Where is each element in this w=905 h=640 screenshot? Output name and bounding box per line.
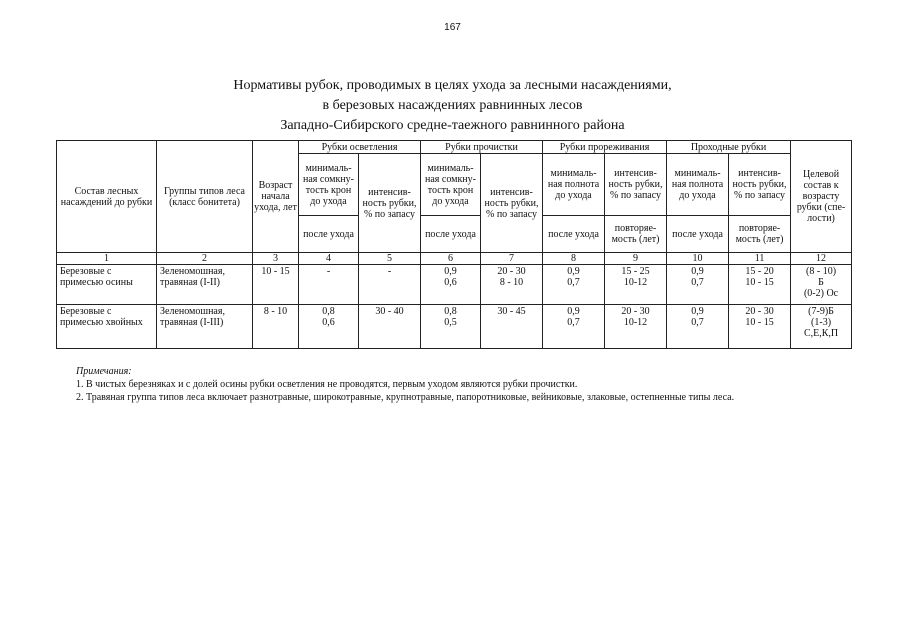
- header-group-prochistka: Рубки прочистки: [421, 141, 543, 154]
- page-number: 167: [444, 22, 461, 33]
- cell-line: С,Е,К,П: [803, 328, 839, 339]
- cell-line: 0,7: [567, 317, 580, 328]
- cell-line: 20 - 30: [745, 306, 774, 317]
- cell-line: 0,8: [444, 306, 457, 317]
- cell-value: 30 - 40: [359, 305, 421, 349]
- column-number: 10: [667, 253, 729, 265]
- cell-value: [729, 305, 791, 349]
- cell-value: [667, 265, 729, 305]
- header-forest-types: Группы типов леса (класс бонитета): [157, 141, 253, 253]
- header-repeatability: повторяе-мость (лет): [729, 216, 791, 253]
- column-number: 3: [253, 253, 299, 265]
- header-intensity: интенсив-ность рубки, % по запасу: [359, 154, 421, 253]
- cell-line: 10-12: [623, 317, 648, 328]
- cell-composition: Березовые с примесью хвойных: [57, 305, 157, 349]
- header-after-care: после ухода: [421, 216, 481, 253]
- cell-line: 0,7: [691, 277, 704, 288]
- note-item: 2. Травяная группа типов леса включает разнотравные, широкотравные, крупнотравные, папоротниковые, вейниковые, злаковые, остепненные типы леса.: [76, 392, 735, 403]
- cell-value: [421, 265, 481, 305]
- column-number: 8: [543, 253, 605, 265]
- standards-table: [56, 140, 852, 349]
- column-number: 9: [605, 253, 667, 265]
- header-min-density: минималь-ная полнота до ухода: [543, 154, 605, 216]
- title-line-3: Западно-Сибирского средне-таежного равнинного района: [280, 118, 625, 133]
- header-intensity: интенсив-ность рубки, % по запасу: [605, 154, 667, 216]
- cell-start-age: 10 - 15: [253, 265, 299, 305]
- column-number: 6: [421, 253, 481, 265]
- column-number: 5: [359, 253, 421, 265]
- cell-line: 0,9: [567, 266, 580, 277]
- header-intensity: интенсив-ность рубки, % по запасу: [481, 154, 543, 253]
- header-target-composition: Целевой состав к возрасту рубки (спе-лости): [791, 141, 852, 253]
- cell-line: 15 - 20: [745, 266, 774, 277]
- cell-line: (0-2) Ос: [803, 288, 839, 299]
- notes-heading: Примечания:: [76, 366, 132, 377]
- cell-value: -: [359, 265, 421, 305]
- header-min-closure: минималь-ная сомкну-тость крон до ухода: [299, 154, 359, 216]
- cell-value: [605, 305, 667, 349]
- cell-line: 0,5: [444, 317, 457, 328]
- header-group-osvetlenie: Рубки осветления: [299, 141, 421, 154]
- header-group-prorezhivanie: Рубки прореживания: [543, 141, 667, 154]
- column-number: 7: [481, 253, 543, 265]
- cell-line: 0,9: [444, 266, 457, 277]
- cell-value: [543, 305, 605, 349]
- cell-forest-types: Зеленомошная, травяная (I-II): [157, 265, 253, 305]
- notes-section: [56, 365, 851, 404]
- cell-target: [791, 305, 852, 349]
- cell-line: 0,6: [322, 317, 335, 328]
- cell-value: [667, 305, 729, 349]
- cell-value: [729, 265, 791, 305]
- cell-value: [605, 265, 667, 305]
- cell-line: 10 - 15: [745, 317, 774, 328]
- cell-value: [481, 265, 543, 305]
- cell-line: 8 - 10: [499, 277, 524, 288]
- header-group-prohodnye: Проходные рубки: [667, 141, 791, 154]
- table-row: [57, 265, 852, 305]
- header-after-care: после ухода: [543, 216, 605, 253]
- header-min-density: минималь-ная полнота до ухода: [667, 154, 729, 216]
- cell-forest-types: Зеленомошная, травяная (I-III): [157, 305, 253, 349]
- cell-line: 0,9: [691, 266, 704, 277]
- cell-line: 0,8: [322, 306, 335, 317]
- header-start-age: Возраст начала ухода, лет: [253, 141, 299, 253]
- cell-line: 15 - 25: [621, 266, 650, 277]
- cell-line: 0,9: [567, 306, 580, 317]
- header-repeatability: повторяе-мость (лет): [605, 216, 667, 253]
- column-numbers-row: [57, 253, 852, 265]
- cell-line: Б: [818, 277, 824, 288]
- cell-value: [299, 305, 359, 349]
- column-number: 11: [729, 253, 791, 265]
- cell-line: 20 - 30: [497, 266, 526, 277]
- cell-line: 0,9: [691, 306, 704, 317]
- cell-value: 30 - 45: [481, 305, 543, 349]
- cell-line: (1-3): [811, 317, 832, 328]
- cell-target: [791, 265, 852, 305]
- column-number: 2: [157, 253, 253, 265]
- header-after-care: после ухода: [299, 216, 359, 253]
- title-line-2: в березовых насаждениях равнинных лесов: [322, 98, 583, 113]
- cell-line: (8 - 10): [806, 266, 837, 277]
- cell-line: 0,7: [691, 317, 704, 328]
- cell-line: 0,7: [567, 277, 580, 288]
- column-number: 1: [57, 253, 157, 265]
- cell-line: 10 - 15: [745, 277, 774, 288]
- title-line-1: Нормативы рубок, проводимых в целях ухода за лесными насаждениями,: [233, 78, 672, 93]
- header-intensity: интенсив-ность рубки, % по запасу: [729, 154, 791, 216]
- note-item: 1. В чистых березняках и с долей осины рубки осветления не проводятся, первым уходом являются рубки прочистки.: [76, 379, 578, 390]
- header-min-closure: минималь-ная сомкну-тость крон до ухода: [421, 154, 481, 216]
- cell-line: 10-12: [623, 277, 648, 288]
- cell-value: [543, 265, 605, 305]
- cell-composition: Березовые с примесью осины: [57, 265, 157, 305]
- header-composition: Состав лесных насаждений до рубки: [57, 141, 157, 253]
- cell-line: (7-9)Б: [808, 306, 834, 317]
- cell-value: [421, 305, 481, 349]
- cell-line: 20 - 30: [621, 306, 650, 317]
- cell-start-age: 8 - 10: [253, 305, 299, 349]
- table-row: [57, 305, 852, 349]
- cell-value: -: [299, 265, 359, 305]
- header-after-care: после ухода: [667, 216, 729, 253]
- column-number: 4: [299, 253, 359, 265]
- cell-line: 0,6: [444, 277, 457, 288]
- column-number: 12: [791, 253, 852, 265]
- document-title: [0, 76, 905, 136]
